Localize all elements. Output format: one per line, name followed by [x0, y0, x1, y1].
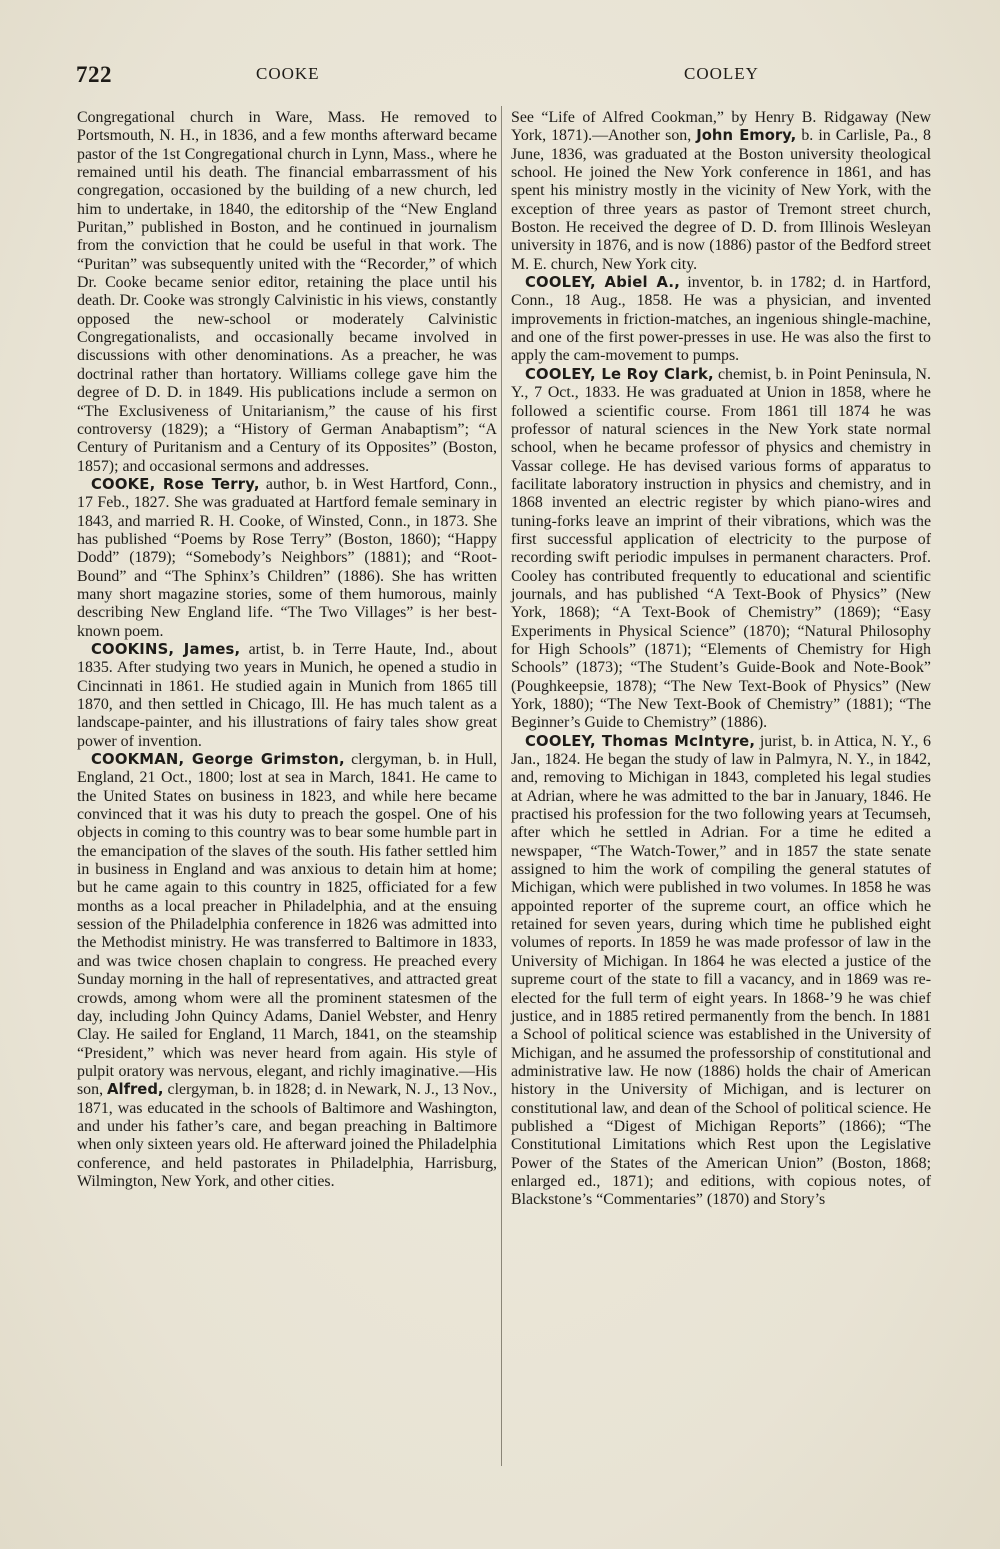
left-running-head: COOKE	[256, 64, 320, 83]
entry-body-continued: clergyman, b. in 1828; d. in Newark, N. J., 13 Nov., 1871, was educated in the schools of Baltimore and Washington, and under his father’s care, and began preaching in Baltimore when only sixteen years old. He afterward joined the Philadelphia conference, and held pastorates in Philadelphia, Harrisburg, Wilmington, New York, and other cities.	[77, 1081, 497, 1190]
entry-body: See “Life of Alfred Cookman,” by Henry B. Ridgaway (New York, 1871).—Another son,	[511, 109, 931, 145]
entry-body: author, b. in West Hartford, Conn., 17 Feb., 1827. She was graduated at Hartford female seminary in 1843, and married R. H. Cooke, of Winsted, Conn., in 1873. She has published “Poems by Rose Terry” (Boston, 1860); “Happy Dodd” (1879); “Somebody’s Neighbors” (1881); and “Root-Bound” and “The Sphinx’s Children” (1886). She has written many short magazine stories, some of them humorous, mainly describing New England life. “The Two Villages” is her best-known poem.	[77, 475, 497, 640]
entry-headword: COOLEY, Abiel A.,	[525, 274, 681, 292]
entry-body: inventor, b. in 1782; d. in Hartford, Conn., 18 Aug., 1858. He was a physician, and invented improvements in friction-matches, an ingenious shingle-machine, and one of the first power-presses in use. He was also the first to apply the cam-movement to pumps.	[511, 274, 931, 365]
entry-headword: COOLEY, Thomas McIntyre,	[525, 732, 756, 750]
entry-cooke-rose-terry	[77, 476, 497, 641]
entry-body: chemist, b. in Point Peninsula, N. Y., 7 Oct., 1833. He was graduated at Union in 1858, where he followed a scientific course. From 1861 till 1874 he was professor of natural sciences in the New York state normal school, when he became professor of physics and chemistry in Vassar college. He has devised various forms of apparatus to facilitate laboratory instruction in physics and chemistry, and in 1868 invented an electric register by which piano-wires and tuning-forks leave an imprint of their vibrations, which was the first successful application of electricity to the purpose of recording swift periodic impulses in permanent characters. Prof. Cooley has contributed frequently to educational and scientific journals, and has published “A Text-Book of Physics” (New York, 1868); “A Text-Book of Chemistry” (1869); “Easy Experiments in Physical Science” (1870); “Natural Philosophy for High Schools” (1871); “Elements of Chemistry for High Schools” (1873); “The Student’s Guide-Book and Note-Book” (Poughkeepsie, 1878); “The New Text-Book of Physics” (New York, 1880); “The New Text-Book of Chemistry” (1881); “The Beginner’s Guide to Chemistry” (1886).	[511, 365, 931, 732]
column-divider	[501, 106, 502, 1466]
entry-cookman-george	[77, 751, 497, 1191]
page-number: 722	[76, 62, 112, 87]
entry-cookins-james	[77, 641, 497, 751]
running-header	[76, 62, 936, 92]
entry-body: artist, b. in Terre Haute, Ind., about 1835. After studying two years in Munich, he opened a studio in Cincinnati in 1861. He studied again in Munich from 1865 till 1870, and then settled in Chicago, Ill. He has much talent as a landscape-painter, and his illustrations of fairy tales show great power of invention.	[77, 640, 497, 750]
continued-entry-paragraph	[511, 109, 931, 274]
entry-cooley-thomas	[511, 733, 931, 1210]
right-column	[511, 109, 931, 1210]
entry-headword: COOLEY, Le Roy Clark,	[525, 365, 714, 383]
entry-headword: COOKE, Rose Terry,	[91, 475, 260, 493]
entry-body: jurist, b. in Attica, N. Y., 6 Jan., 1824. He began the study of law in Palmyra, N. Y., in 1842, and, removing to Michigan in 1843, completed his legal studies at Adrian, where he was admitted to the bar in January, 1846. He practised his profession for the two following years at Tecumseh, after which he settled in Adrian. For a time he edited a newspaper, “The Watch-Tower,” and in 1857 the state senate assigned to him the work of compiling the general statutes of Michigan, which were published in two volumes. In 1858 he was appointed reporter of the supreme court, an office which he retained for seven years, during which time he published eight volumes of reports. In 1859 he was made professor of law in the University of Michigan. In 1864 he was elected a justice of the supreme court of the state to fill a vacancy, and in 1869 was re-elected for the full term of eight years. In 1868-’9 he was chief justice, and in 1885 retired permanently from the bench. In 1881 a School of political science was established in the University of Michigan, and he assumed the professorship of constitutional and administrative law. He now (1886) holds the chair of American history in the University of Michigan, and is lecturer on constitutional law, and dean of the School of political science. He published a “Digest of Michigan Reports” (1866); “The Constitutional Limitations which Rest upon the Legislative Power of the States of the American Union” (Boston, 1868; enlarged ed., 1871); and editions, with copious notes, of Blackstone’s “Commentaries” (1870) and Story’s	[511, 732, 931, 1209]
continued-entry-paragraph: Congregational church in Ware, Mass. He removed to Portsmouth, N. H., in 1836, and a few months afterward became pastor of the 1st Congregational church in Lynn, Mass., where he remained until his death. The financial embarrassment of his congregation, occasioned by the building of a new church, led him to undertake, in 1840, the editorship of the “New England Puritan,” published in Boston, and he continued in journalism from the conviction that he could be useful in that work. The “Puritan” was subsequently united with the “Recorder,” of which Dr. Cooke became senior editor, retaining the place until his death. Dr. Cooke was strongly Calvinistic in his views, constantly opposed the new-school or moderately Calvinistic Congregationalists, and occasionally became involved in discussions with other denominations. As a preacher, he was doctrinal rather than hortatory. Williams college gave him the degree of D. D. in 1849. His publications include a sermon on “The Exclusiveness of Unitarianism,” the cause of his first controversy (1829); a “History of German Anabaptism”; “A Century of Puritanism and a Century of its Opposites” (Boston, 1857); and occasional sermons and addresses.	[77, 109, 497, 475]
entry-headword: COOKINS, James,	[91, 640, 241, 658]
sub-entry-name: Alfred,	[107, 1081, 164, 1099]
sub-entry-name: John Emory,	[696, 127, 797, 145]
entry-cooley-le-roy	[511, 366, 931, 733]
right-running-head: COOLEY	[684, 64, 759, 83]
entry-body-continued: b. in Carlisle, Pa., 8 June, 1836, was graduated at the Boston university theological school. He joined the New York conference in 1861, and has spent his ministry mostly in the vicinity of New York, with the exception of three years as pastor of Tremont street church, Boston. He received the degree of D. D. from Illinois Wesleyan university in 1876, and is now (1886) pastor of the Bedford street M. E. church, New York city.	[511, 127, 931, 273]
left-column	[77, 109, 497, 1191]
entry-cooley-abiel	[511, 274, 931, 366]
entry-body: clergyman, b. in Hull, England, 21 Oct., 1800; lost at sea in March, 1841. He came to the United States on business in 1823, and while here became convinced that it was his duty to preach the gospel. One of his objects in coming to this country was to bear some humble part in the emancipation of the slaves of the south. His father settled him in business in England and was anxious to detain him at home; but he came again to this country in 1825, officiated for a few months as a local preacher in Philadelphia, and at the ensuing session of the Philadelphia conference in 1826 was admitted into the Methodist ministry. He was transferred to Baltimore in 1833, and was twice chosen chaplain to congress. He preached every Sunday morning in the hall of representatives, and attracted great crowds, among whom were all the prominent statesmen of the day, including John Quincy Adams, Daniel Webster, and Henry Clay. He sailed for England, 11 March, 1841, on the steamship “President,” which was never heard from again. His style of pulpit oratory was nervous, elegant, and richly imaginative.—His son,	[77, 751, 498, 1099]
entry-headword: COOKMAN, George Grimston,	[91, 751, 345, 769]
